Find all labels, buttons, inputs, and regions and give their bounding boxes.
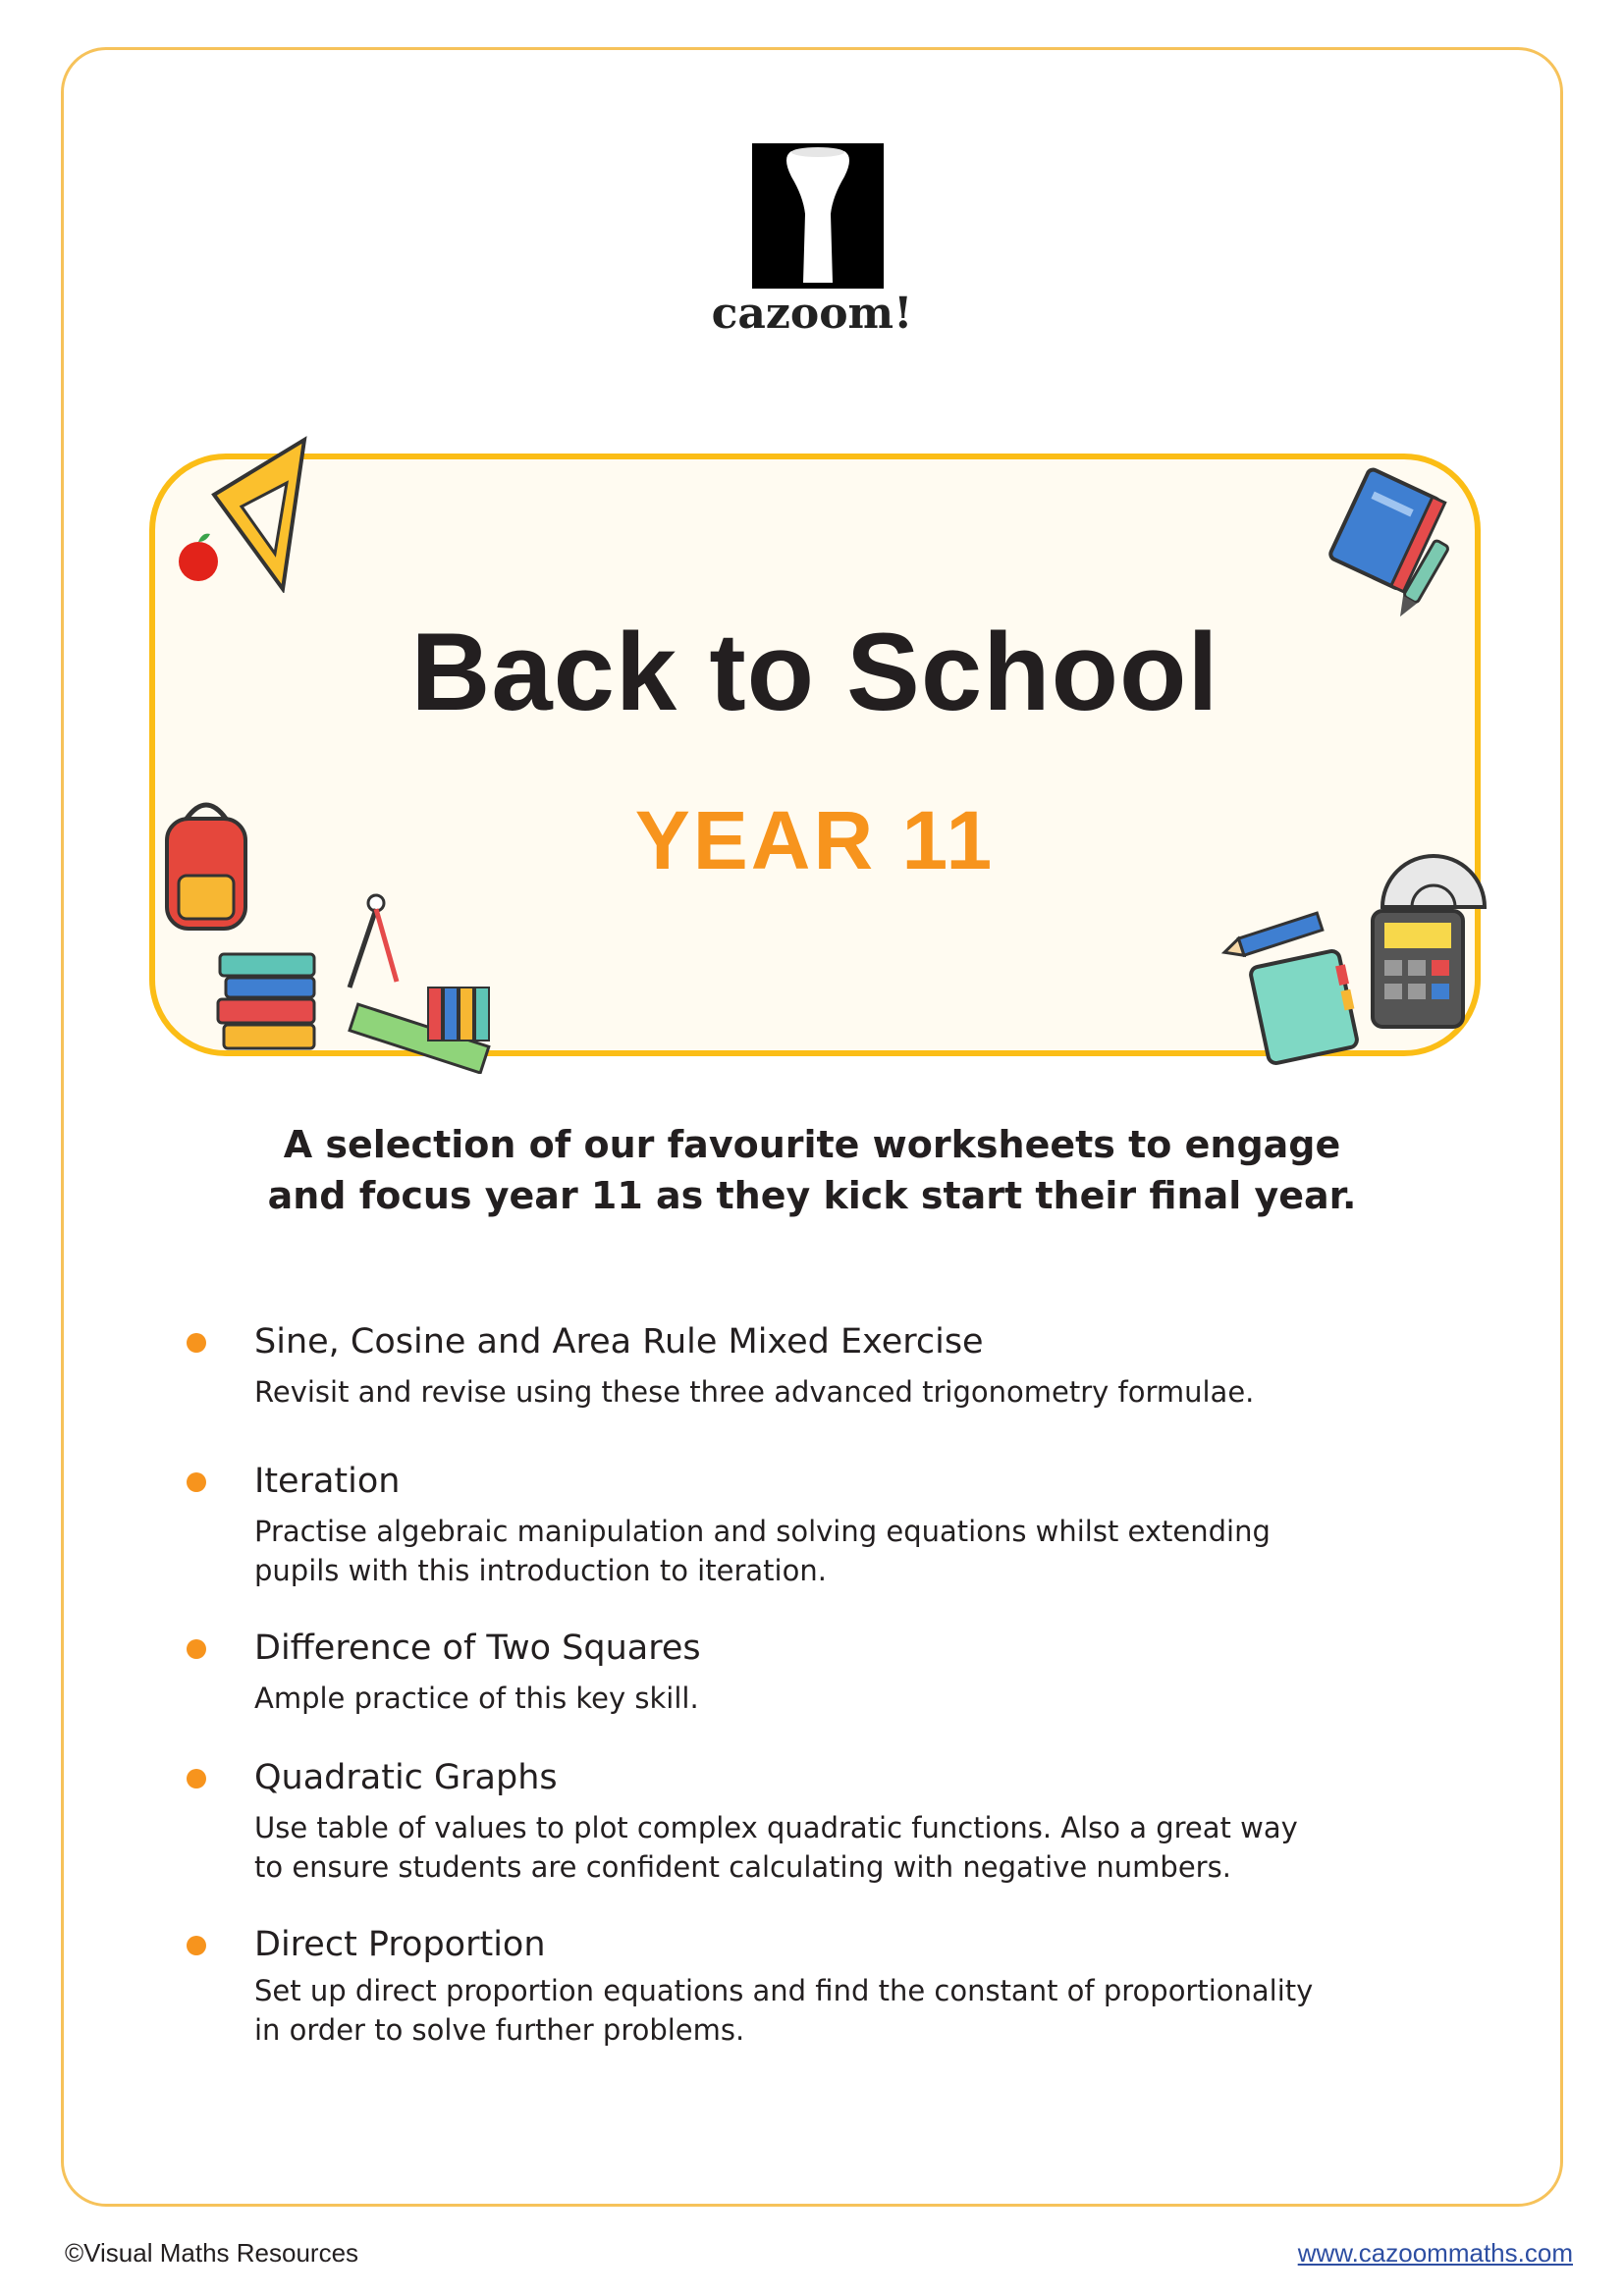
item-desc: in order to solve further problems. bbox=[254, 2013, 745, 2047]
intro-line: and focus year 11 as they kick start their final year. bbox=[267, 1174, 1357, 1217]
cazoom-logo bbox=[687, 143, 937, 349]
bullet-icon bbox=[187, 1472, 206, 1492]
item-desc: Revisit and revise using these three advanced trigonometry formulae. bbox=[254, 1375, 1255, 1409]
intro-text bbox=[177, 1119, 1447, 1221]
item-title: Difference of Two Squares bbox=[254, 1629, 701, 1668]
calculator-icon bbox=[1365, 905, 1473, 1033]
list-item bbox=[187, 1751, 1463, 1887]
notebook-icon bbox=[1245, 948, 1363, 1066]
list-item bbox=[187, 1455, 1463, 1590]
item-desc: Use table of values to plot complex quadratic functions. Also a great way bbox=[254, 1811, 1298, 1844]
set-square-icon bbox=[206, 436, 314, 593]
item-title: Direct Proportion bbox=[254, 1925, 546, 1964]
list-item bbox=[187, 1622, 1463, 1718]
item-title: Sine, Cosine and Area Rule Mixed Exercise bbox=[254, 1322, 984, 1362]
drum-icon bbox=[752, 143, 884, 289]
books-stack-icon bbox=[214, 946, 322, 1054]
page-title: Back to School bbox=[410, 611, 1219, 733]
item-title: Quadratic Graphs bbox=[254, 1758, 558, 1797]
list-item bbox=[187, 1315, 1463, 1412]
bullet-icon bbox=[187, 1333, 206, 1353]
bullet-icon bbox=[187, 1769, 206, 1789]
worksheet-list bbox=[187, 1315, 1463, 2050]
bullet-icon bbox=[187, 1639, 206, 1659]
item-desc: Set up direct proportion equations and find the constant of proportionality bbox=[254, 1974, 1314, 2007]
bullet-icon bbox=[187, 1936, 206, 1955]
list-item bbox=[187, 1918, 1463, 2050]
logo-text: cazoom! bbox=[711, 289, 913, 339]
item-title: Iteration bbox=[254, 1462, 401, 1501]
item-desc: to ensure students are confident calculating with negative numbers. bbox=[254, 1850, 1231, 1884]
year-subtitle: YEAR 11 bbox=[634, 794, 996, 886]
website-link[interactable]: www.cazoommaths.com bbox=[1297, 2238, 1573, 2268]
intro-line: A selection of our favourite worksheets to engage bbox=[283, 1123, 1341, 1166]
copyright-text: ©Visual Maths Resources bbox=[65, 2238, 359, 2268]
item-desc: Ample practice of this key skill. bbox=[254, 1682, 699, 1715]
item-desc: Practise algebraic manipulation and solving equations whilst extending bbox=[254, 1515, 1271, 1548]
item-desc: pupils with this introduction to iteration. bbox=[254, 1554, 827, 1587]
logo-mark bbox=[752, 143, 884, 289]
ruler-and-crayons-icon bbox=[346, 976, 522, 1074]
